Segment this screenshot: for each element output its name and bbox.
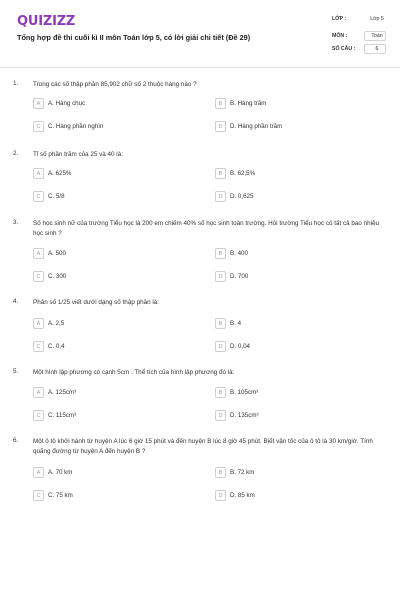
question-text: Số học sinh nữ của trường Tiểu học là 200 em chiếm 40% số học sinh toàn trường. Hỏi trường Tiểu học có tất cả bao nhiêu học sinh ?	[33, 220, 380, 237]
option-letter: D	[215, 121, 226, 132]
answer-option[interactable]	[215, 98, 266, 109]
option-text: D. 0,04	[230, 343, 250, 350]
answer-option[interactable]	[33, 410, 76, 421]
meta-value: 6	[375, 46, 379, 52]
option-letter: B	[215, 318, 226, 329]
option-text: A. 500	[48, 250, 66, 257]
answer-option[interactable]	[215, 248, 248, 259]
option-text: D. 135cm³	[230, 412, 259, 419]
option-text: C. 75 km	[48, 492, 73, 499]
option-letter: A	[33, 467, 44, 478]
option-letter: A	[33, 318, 44, 329]
option-letter: C	[33, 271, 44, 282]
option-text: D. Hàng phần trăm	[230, 123, 283, 130]
option-text: D. 0,625	[230, 193, 254, 200]
meta-label: SỐ CÂU :	[332, 46, 356, 52]
option-letter: C	[33, 191, 44, 202]
option-text: A. 625%	[48, 170, 72, 177]
option-letter: D	[215, 490, 226, 501]
option-letter: D	[215, 410, 226, 421]
answer-option[interactable]	[215, 271, 248, 282]
meta-row-grade	[332, 16, 388, 22]
question-number: 6.	[13, 437, 19, 444]
option-letter: B	[215, 98, 226, 109]
answer-option[interactable]	[33, 191, 65, 202]
option-text: C. 0,4	[48, 343, 65, 350]
quizizz-logo: QUIZIZZ	[17, 14, 76, 29]
option-text: A. 70 km	[48, 469, 73, 476]
option-text: B. 72 km	[230, 469, 255, 476]
option-letter: B	[215, 168, 226, 179]
option-letter: B	[215, 387, 226, 398]
answer-option[interactable]	[215, 410, 259, 421]
option-letter: C	[33, 341, 44, 352]
meta-row-subject	[332, 33, 388, 39]
meta-label: MÔN :	[332, 33, 348, 39]
option-text: B. 400	[230, 250, 248, 257]
option-letter: B	[215, 467, 226, 478]
question-text: Một ô tô khởi hành từ huyện A lúc 6 giờ 15 phút và đến huyện B lúc 8 giờ 45 phút. Biết vận tốc của ô tô là 30 km/giờ. Tính quãng đường từ huyện A đến huyện B ?	[33, 438, 373, 455]
option-text: B. 4	[230, 320, 242, 327]
answer-option[interactable]	[215, 467, 254, 478]
answer-option[interactable]	[33, 318, 64, 329]
answer-option[interactable]	[215, 168, 255, 179]
option-letter: D	[215, 191, 226, 202]
answer-option[interactable]	[215, 191, 253, 202]
option-text: A. 125cm³	[48, 389, 77, 396]
answer-option[interactable]	[215, 318, 241, 329]
meta-label: LỚP :	[332, 16, 347, 22]
option-text: B. 62,5%	[230, 170, 256, 177]
answer-option[interactable]	[33, 98, 85, 109]
header-divider	[0, 67, 400, 68]
option-text: C. 115cm³	[48, 412, 77, 419]
question-text: Trong các số thập phân 85,902 chữ số 2 thuộc hàng nào ?	[33, 81, 197, 88]
answer-option[interactable]	[215, 341, 250, 352]
question-number: 4.	[13, 298, 19, 305]
option-letter: A	[33, 98, 44, 109]
answer-option[interactable]	[33, 387, 76, 398]
option-text: C. 5/8	[48, 193, 65, 200]
question-number: 1.	[13, 80, 19, 87]
answer-option[interactable]	[33, 248, 66, 259]
option-letter: D	[215, 341, 226, 352]
answer-option[interactable]	[33, 121, 103, 132]
meta-value: Lớp 5	[370, 16, 384, 22]
option-text: B. 105cm³	[230, 389, 259, 396]
question-number: 5.	[13, 368, 19, 375]
option-text: D. 700	[230, 273, 249, 280]
option-text: C. Hàng phần nghìn	[48, 123, 104, 130]
option-letter: C	[33, 490, 44, 501]
meta-value: Toán	[371, 33, 383, 39]
document-title: Tổng hợp đề thi cuối kì II môn Toán lớp 5, có lời giải chi tiết (Đề 29)	[17, 33, 251, 42]
question-text: Một hình lập phương có cạnh 5cm . Thể tích của hình lập phương đó là:	[33, 369, 235, 376]
answer-option[interactable]	[33, 271, 66, 282]
option-letter: A	[33, 168, 44, 179]
option-text: C. 300	[48, 273, 67, 280]
option-letter: A	[33, 248, 44, 259]
option-text: B. Hàng trăm	[230, 100, 267, 107]
option-letter: C	[33, 121, 44, 132]
question-number: 3.	[13, 219, 19, 226]
answer-option[interactable]	[33, 467, 72, 478]
answer-option[interactable]	[215, 387, 258, 398]
answer-option[interactable]	[33, 341, 65, 352]
option-letter: B	[215, 248, 226, 259]
option-letter: C	[33, 410, 44, 421]
option-text: A. 2,5	[48, 320, 65, 327]
answer-option[interactable]	[215, 490, 255, 501]
answer-option[interactable]	[33, 490, 73, 501]
answer-option[interactable]	[33, 168, 71, 179]
meta-row-count	[332, 46, 388, 52]
answer-option[interactable]	[215, 121, 282, 132]
question-text: Tỉ số phần trăm của 25 và 40 là:	[33, 151, 123, 158]
question-number: 2.	[13, 150, 19, 157]
option-text: D. 85 km	[230, 492, 255, 499]
option-letter: A	[33, 387, 44, 398]
option-text: A. Hàng chục	[48, 100, 86, 107]
question-text: Phân số 1/25 viết dưới dạng số thập phân là:	[33, 299, 159, 306]
option-letter: D	[215, 271, 226, 282]
